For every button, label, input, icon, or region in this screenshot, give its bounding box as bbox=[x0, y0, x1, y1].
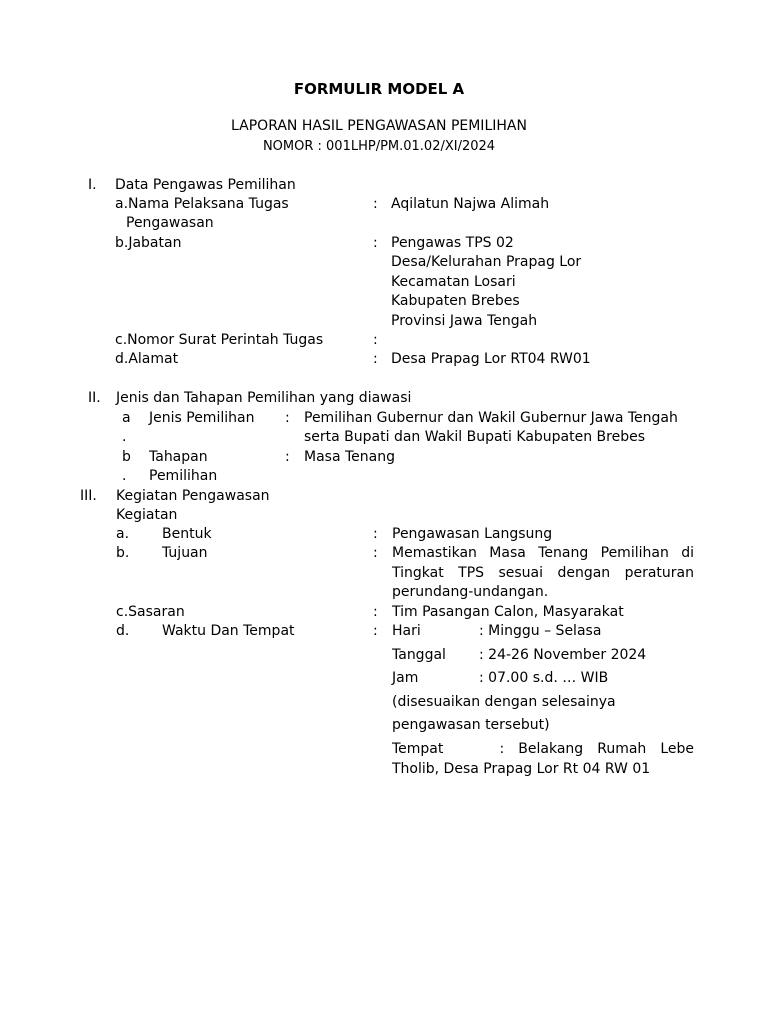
jam-label: Jam bbox=[392, 670, 419, 686]
field-alamat-value: Desa Prapag Lor RT04 RW01 bbox=[391, 351, 591, 367]
field-nama-value: Aqilatun Najwa Alimah bbox=[391, 196, 550, 212]
item-letter: a. bbox=[116, 526, 130, 542]
note-line: pengawasan tersebut) bbox=[392, 717, 550, 733]
field-tahapan-label-cont: Pemilihan bbox=[149, 468, 218, 484]
tanggal-label: Tanggal bbox=[392, 647, 446, 663]
colon: : bbox=[373, 196, 378, 212]
field-jenis-label: Jenis Pemilihan bbox=[149, 410, 255, 426]
field-nama-label: a.Nama Pelaksana Tugas bbox=[115, 196, 289, 212]
section-3-number: III. bbox=[80, 488, 97, 504]
colon: : bbox=[373, 604, 378, 620]
field-waktu-label: Waktu Dan Tempat bbox=[162, 623, 295, 639]
field-tujuan-label: Tujuan bbox=[162, 545, 208, 561]
section-2-number: II. bbox=[88, 390, 101, 406]
note-line: (disesuaikan dengan selesainya bbox=[392, 694, 616, 710]
colon: : bbox=[373, 351, 378, 367]
colon: : bbox=[373, 545, 378, 561]
form-title: FORMULIR MODEL A bbox=[293, 80, 465, 98]
field-jenis-value: Pemilihan Gubernur dan Wakil Gubernur Jawa Tengah bbox=[304, 410, 678, 426]
colon: : bbox=[285, 449, 290, 465]
field-jabatan-value: Desa/Kelurahan Prapag Lor bbox=[391, 254, 582, 270]
field-jenis-value-cont: serta Bupati dan Wakil Bupati Kabupaten Brebes bbox=[304, 429, 646, 445]
section-3-heading: Kegiatan Pengawasan bbox=[116, 488, 270, 504]
section-3-subheading: Kegiatan bbox=[116, 507, 178, 523]
section-2-heading: Jenis dan Tahapan Pemilihan yang diawasi bbox=[116, 390, 412, 406]
item-letter: b. bbox=[116, 545, 130, 561]
field-jabatan-value: Provinsi Jawa Tengah bbox=[391, 313, 538, 329]
field-sasaran-label: c.Sasaran bbox=[116, 604, 185, 620]
field-tahapan-value: Masa Tenang bbox=[304, 449, 395, 465]
report-number: NOMOR : 001LHP/PM.01.02/XI/2024 bbox=[262, 139, 496, 154]
report-subtitle: LAPORAN HASIL PENGAWASAN PEMILIHAN bbox=[231, 118, 527, 134]
hari-label: Hari bbox=[392, 623, 421, 639]
field-tahapan-label: Tahapan bbox=[149, 449, 208, 465]
colon: : bbox=[373, 332, 378, 348]
colon: : bbox=[285, 410, 290, 426]
section-1-number: I. bbox=[88, 177, 97, 193]
item-letter: d. bbox=[116, 623, 130, 639]
tempat-line-cont: Tholib, Desa Prapag Lor Rt 04 RW 01 bbox=[392, 761, 651, 777]
field-jabatan-value: Kabupaten Brebes bbox=[391, 293, 520, 309]
tanggal-value: : 24-26 November 2024 bbox=[479, 647, 647, 663]
field-tujuan-value: Memastikan Masa Tenang Pemilihan di Tingkat TPS sesuai dengan peraturan perundang-undangan. bbox=[392, 545, 694, 600]
colon: : bbox=[373, 235, 378, 251]
field-bentuk-value: Pengawasan Langsung bbox=[392, 526, 553, 542]
field-sasaran-value: Tim Pasangan Calon, Masyarakat bbox=[392, 604, 624, 620]
field-jabatan-label: b.Jabatan bbox=[115, 235, 182, 251]
tempat-line: Tempat : Belakang Rumah Lebe bbox=[392, 741, 694, 757]
field-bentuk-label: Bentuk bbox=[162, 526, 212, 542]
field-jabatan-value: Pengawas TPS 02 bbox=[391, 235, 514, 251]
colon: : bbox=[373, 526, 378, 542]
field-nomor-surat-label: c.Nomor Surat Perintah Tugas bbox=[115, 332, 324, 348]
section-1-heading: Data Pengawas Pemilihan bbox=[115, 177, 296, 193]
field-nama-label-cont: Pengawasan bbox=[126, 215, 214, 231]
item-letter-dot: . bbox=[122, 429, 127, 445]
jam-value: : 07.00 s.d. … WIB bbox=[479, 670, 609, 686]
item-letter: a bbox=[122, 410, 131, 426]
field-alamat-label: d.Alamat bbox=[115, 351, 179, 367]
field-jabatan-value: Kecamatan Losari bbox=[391, 274, 516, 290]
colon: : bbox=[373, 623, 378, 639]
hari-value: : Minggu – Selasa bbox=[479, 623, 602, 639]
item-letter-dot: . bbox=[122, 468, 127, 484]
item-letter: b bbox=[122, 449, 131, 465]
